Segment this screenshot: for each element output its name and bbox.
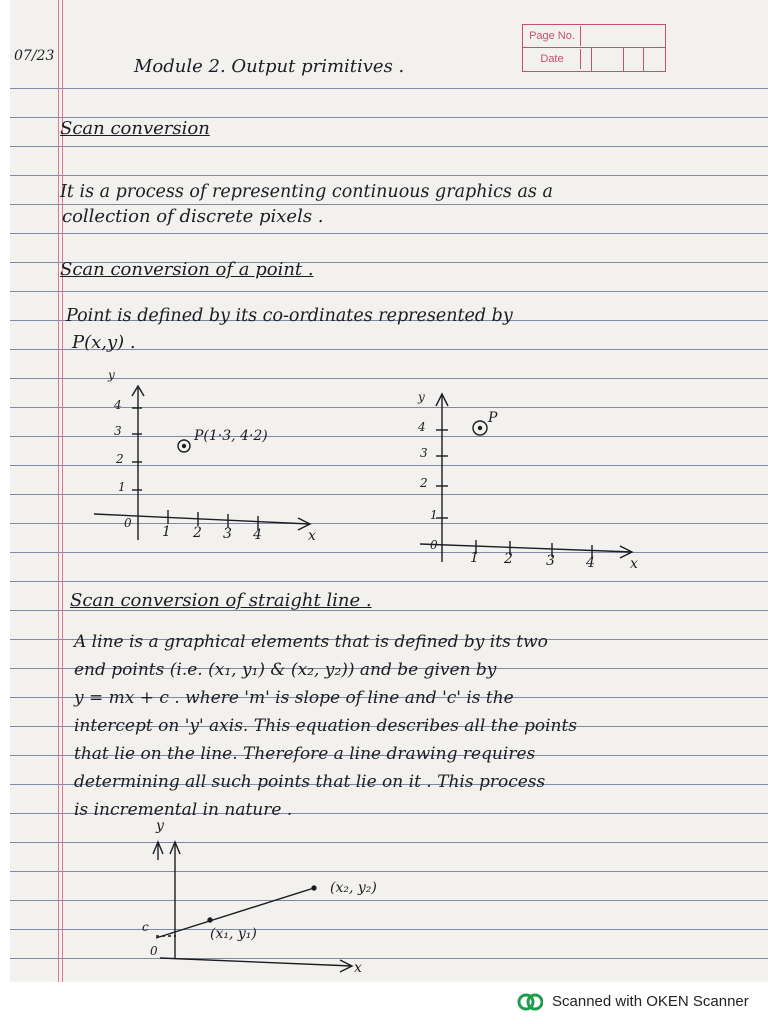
graph1-x-tick-1: 1 [162,524,171,540]
graph2-y-tick-4: 4 [418,420,426,434]
para-line-1: A line is a graphical elements that is defined by its two [74,632,548,652]
graph1-x-tick-2: 2 [193,525,202,541]
scanner-footer [0,982,768,1024]
scanner-logo-icon [517,991,543,1013]
graph1-y-tick-1: 1 [118,480,126,494]
definition-line-1: It is a process of representing continuous graphics as a [60,182,553,202]
graph2-origin: 0 [430,538,438,552]
graph3-x-axis [160,958,352,966]
date-entry: 07/23 [14,48,55,64]
graph2-y-label: y [418,390,425,404]
point-line-1: Point is defined by its co-ordinates represented by [66,306,513,326]
graph3-intercept-label: c [142,920,149,934]
definition-line-2: collection of discrete pixels . [62,206,324,227]
graph1-y-tick-2: 2 [116,452,124,466]
graph1-x-label: x [308,528,316,544]
page-no-label: Page No. [524,26,581,46]
para-line-6: determining all such points that lie on it . This process [74,772,546,792]
graph2-y-tick-1: 1 [430,508,438,522]
graph2-point-label: P [488,410,498,426]
graph3-x-label: x [354,960,362,976]
graph3-p2-label: (x₂, y₂) [330,880,377,896]
para-line-2: end points (i.e. (x₁, y₁) & (x₂, y₂)) and be given by [74,660,497,680]
heading-point: Scan conversion of a point . [60,259,314,280]
date-label: Date [524,49,581,69]
graph1-origin: 0 [124,516,132,530]
page-title: Module 2. Output primitives . [134,56,405,77]
scanner-footer-text: Scanned with OKEN Scanner [552,993,749,1010]
para-line-5: that lie on the line. Therefore a line drawing requires [74,744,536,764]
para-line-3: y = mx + c . where 'm' is slope of line and 'c' is the [74,688,514,708]
notebook-page [10,0,768,982]
graph3-origin: 0 [150,944,158,958]
graph1-y-tick-4: 4 [114,398,122,412]
graph1-x-tick-4: 4 [253,527,262,543]
graph1-y-tick-3: 3 [114,424,122,438]
graph2-x-tick-2: 2 [504,551,513,567]
graph2-x-label: x [630,556,638,572]
para-line-7: is incremental in nature . [74,800,293,820]
heading-straight-line: Scan conversion of straight line . [70,590,372,611]
graph2-x-tick-3: 3 [546,553,555,569]
point-line-2: P(x,y) . [72,332,136,353]
graph2-x-tick-1: 1 [470,550,479,566]
graph2-y-tick-3: 3 [420,446,428,460]
graph2-y-tick-2: 2 [420,476,428,490]
graph2-x-tick-4: 4 [586,555,595,571]
graph1-point-label: P(1·3, 4·2) [194,428,268,444]
graph3-p1-label: (x₁, y₁) [210,926,257,942]
graph2-x-axis [420,544,632,552]
graph1-x-tick-3: 3 [223,526,232,542]
graph3-y-label: y [156,818,164,834]
para-line-4: intercept on 'y' axis. This equation describes all the points [74,716,578,736]
graph1-y-label: y [108,368,115,382]
heading-scan-conversion: Scan conversion [60,118,210,139]
